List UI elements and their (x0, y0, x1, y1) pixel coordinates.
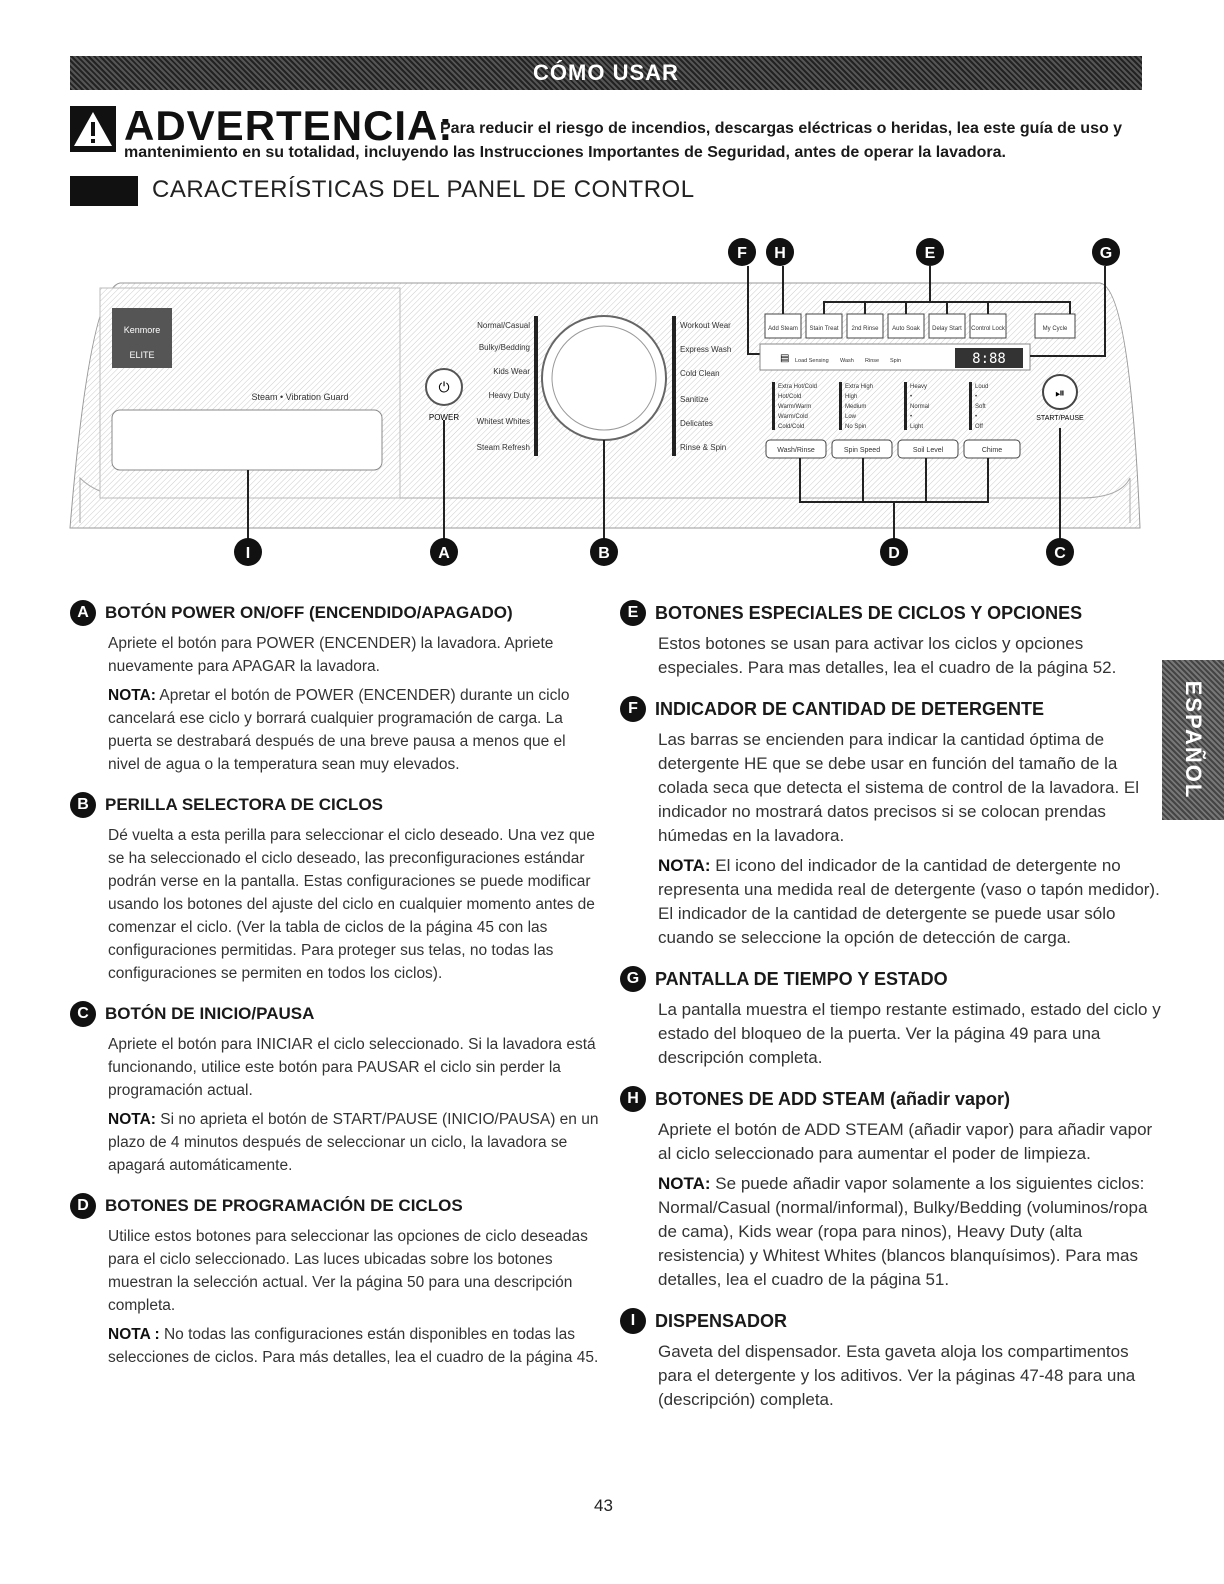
callout-i-label: I (245, 545, 251, 562)
item-d-note (108, 1323, 600, 1369)
cycle-left-2: Bulky/Bedding (478, 343, 530, 352)
badge-f: F (620, 696, 646, 722)
temp-3: Warm/Warm (778, 404, 812, 410)
status-load-sensing: Load Sensing (795, 358, 829, 364)
stain-treat-label: Stain Treat (809, 326, 839, 332)
cycle-right-2: Express Wash (680, 345, 732, 354)
spin-2: High (845, 394, 858, 400)
spin-5: No Spin (845, 424, 867, 430)
badge-c: C (70, 1001, 96, 1027)
item-c (70, 1001, 600, 1177)
power-icon: ⏻ (438, 380, 450, 396)
item-f-note (658, 854, 1165, 950)
item-e-text: Estos botones se usan para activar los ciclos y opciones especiales. Para mas detalles, lea el cuadro de la página 52. (658, 634, 1117, 677)
time-display-text: 8:88 (972, 351, 1006, 367)
callout-c-label: C (1054, 545, 1066, 562)
callout-e-label: E (924, 245, 936, 262)
cycle-right-3: Cold Clean (680, 369, 720, 378)
item-f (620, 696, 1165, 950)
language-tab-label: ESPAÑOL (1181, 680, 1206, 800)
status-rinse: Rinse (865, 358, 880, 364)
callout-a-label: A (438, 545, 450, 562)
control-panel-diagram (60, 228, 1160, 588)
note-text: El icono del indicador de la cantidad de detergente no representa una medida real de detergente (vaso o tapón medidor). El indicador de la cantidad de detergente se puede usar sólo cuando se seleccione la opción de detección de carga. (658, 856, 1160, 947)
item-i-title: DISPENSADOR (655, 1310, 788, 1331)
section-title: CARACTERÍSTICAS DEL PANEL DE CONTROL (152, 176, 695, 203)
spin-4: Low (845, 414, 857, 420)
badge-a: A (70, 600, 96, 626)
item-d-title: BOTONES DE PROGRAMACIÓN DE CICLOS (105, 1196, 463, 1215)
item-e-title: BOTONES ESPECIALES DE CICLOS Y OPCIONES (655, 602, 1083, 623)
item-g (620, 966, 1165, 1070)
left-column (70, 600, 600, 1385)
section-banner: CÓMO USAR (70, 56, 1142, 90)
item-g-title: PANTALLA DE TIEMPO Y ESTADO (655, 968, 948, 989)
cycle-right-5: Delicates (680, 419, 713, 428)
wash-rinse-label: Wash/Rinse (777, 447, 815, 454)
cycle-right-1: Workout Wear (680, 321, 731, 330)
add-steam-label: Add Steam (768, 326, 798, 332)
dispenser-drawer[interactable] (112, 410, 382, 470)
note-label: NOTA: (658, 1174, 711, 1193)
warning-title: ADVERTENCIA: (124, 102, 454, 149)
cycle-left-5: Whitest Whites (476, 417, 530, 426)
chime-1: Loud (975, 384, 989, 390)
note-label: NOTA: (108, 1111, 156, 1128)
note-label: NOTA: (108, 687, 156, 704)
temp-5: Cold/Cold (778, 424, 805, 430)
auto-soak-label: Auto Soak (892, 326, 920, 332)
item-a-text: Apriete el botón para POWER (ENCENDER) la lavadora. Apriete nuevamente para APAGAR la lavadora. (108, 635, 554, 675)
warning-icon (70, 106, 116, 152)
item-b-text: Dé vuelta a esta perilla para seleccionar el ciclo deseado. Una vez que se ha seleccionado el ciclo deseado, las preconfiguraciones estándar podrán verse en la pantalla. Estas configuraciones se puede modificar usando los botones del ajuste del ciclo en cualquier momento antes de comenzar el ciclo. (Ver la tabla de ciclos de la página 45 con las configuraciones permitidas. Para proteger sus telas, no todas las configuraciones se permiten en todos los ciclos). (108, 827, 595, 982)
note-text: Se puede añadir vapor solamente a los siguientes ciclos: Normal/Casual (normal/informal), Bulky/Bedding (voluminos/ropa de cama), Kids wear (ropa para ninos), Heavy Duty (alta resistencia) y Whitest Whites (blancos blanquísimos). Para mas detalles, lea el cuadro de la página 51. (658, 1174, 1148, 1289)
item-g-text: La pantalla muestra el tiempo restante estimado, estado del ciclo y estado del bloqueo de la puerta. Ver la página 49 para una descripción completa. (658, 1000, 1161, 1067)
my-cycle-label: My Cycle (1042, 326, 1068, 332)
item-a-title: BOTÓN POWER ON/OFF (ENCENDIDO/APAGADO) (105, 603, 513, 622)
soil-2: • (910, 394, 913, 400)
status-wash: Wash (840, 358, 854, 364)
callout-h-label: H (774, 245, 786, 262)
callout-b-label: B (598, 545, 610, 562)
second-rinse-label: 2nd Rinse (851, 326, 879, 332)
steam-vibration-label: Steam • Vibration Guard (251, 392, 349, 402)
start-pause-label: START/PAUSE (1036, 415, 1084, 422)
temp-2: Hot/Cold (778, 394, 802, 400)
item-c-text: Apriete el botón para INICIAR el ciclo seleccionado. Si la lavadora está funcionando, utilice este botón para PAUSAR el ciclo sin perder la programación actual. (108, 1036, 596, 1099)
temp-4: Warm/Cold (778, 414, 808, 420)
spin-1: Extra High (845, 384, 874, 390)
detergent-icon: ▤ (780, 353, 790, 364)
warning-text-line1: Para reducir el riesgo de incendios, descargas eléctricas o heridas, lea este guía de uso y (440, 120, 1123, 137)
control-lock-label: Control Lock (971, 326, 1005, 332)
item-i (620, 1308, 1165, 1412)
item-c-note (108, 1108, 600, 1177)
item-d (70, 1193, 600, 1369)
soil-5: Light (910, 424, 924, 430)
cycle-selector-knob[interactable] (542, 316, 666, 440)
chime-label: Chime (981, 447, 1003, 454)
item-e (620, 600, 1165, 680)
chime-3: Soft (975, 404, 986, 410)
play-pause-icon: ⏯ (1055, 386, 1065, 400)
delay-start-label: Delay Start (932, 326, 962, 332)
item-a (70, 600, 600, 776)
badge-b: B (70, 792, 96, 818)
soil-1: Heavy (910, 384, 928, 390)
cycle-left-6: Steam Refresh (476, 443, 530, 452)
temp-1: Extra Hot/Cold (778, 384, 818, 390)
badge-g: G (620, 966, 646, 992)
callout-f-label: F (737, 245, 747, 262)
item-h-note (658, 1172, 1165, 1292)
note-text: Apretar el botón de POWER (ENCENDER) durante un ciclo cancelará ese ciclo y borrará cualquier programación de carga. La puerta se destrabará después de una breve pausa a menos que el nivel de agua o la temperatura sean muy elevados. (108, 687, 570, 773)
chime-2: • (975, 394, 978, 400)
language-tab (1162, 660, 1224, 820)
item-f-text: Las barras se encienden para indicar la cantidad óptima de detergente HE que se debe usar en función del tamaño de la colada seca que detecta el sistema de control de la lavadora. El indicador no mostrará datos precisos si se colocan prendas húmedas en la lavadora. (658, 730, 1140, 845)
note-text: Si no aprieta el botón de START/PAUSE (INICIO/PAUSA) en un plazo de 4 minutos después de seleccionar un ciclo, la lavadora se apagará automáticamente. (108, 1111, 599, 1174)
chime-4: • (975, 414, 978, 420)
item-h (620, 1086, 1165, 1292)
badge-i: I (620, 1308, 646, 1334)
item-d-text: Utilice estos botones para seleccionar las opciones de ciclo deseadas para el ciclo seleccionado. Las luces ubicadas sobre los botones muestran la selección actual. Ver la página 50 para una descripción completa. (108, 1228, 588, 1314)
soil-4: • (910, 414, 913, 420)
warning-text-line2: mantenimiento en su totalidad, incluyendo las Instrucciones Importantes de Seguridad, antes de operar la lavadora. (124, 144, 1006, 161)
spin-speed-label: Spin Speed (843, 447, 881, 454)
badge-h: H (620, 1086, 646, 1112)
status-spin: Spin (890, 358, 902, 364)
note-text: No todas las configuraciones están disponibles en todas las selecciones de ciclos. Para más detalles, lea el cuadro de la página 45. (108, 1326, 599, 1366)
spin-3: Medium (845, 404, 867, 410)
note-label: NOTA : (108, 1326, 160, 1343)
item-b (70, 792, 600, 985)
callout-g-label: G (1099, 245, 1113, 262)
brand-top: Kenmore (123, 325, 161, 335)
brand-bottom: ELITE (129, 350, 155, 360)
item-f-title: INDICADOR DE CANTIDAD DE DETERGENTE (655, 698, 1045, 719)
note-label: NOTA: (658, 856, 711, 875)
right-column (620, 600, 1165, 1428)
item-c-title: BOTÓN DE INICIO/PAUSA (105, 1004, 315, 1023)
item-i-text: Gaveta del dispensador. Esta gaveta aloja los compartimentos para el detergente y los aditivos. Ver la páginas 47-48 para una (descripción) completa. (658, 1342, 1136, 1409)
cycle-left-4: Heavy Duty (488, 391, 530, 400)
badge-e: E (620, 600, 646, 626)
cycle-right-6: Rinse & Spin (680, 443, 727, 452)
power-label: POWER (428, 413, 460, 422)
item-h-title: BOTONES DE ADD STEAM (añadir vapor) (655, 1088, 1011, 1109)
item-h-text: Apriete el botón de ADD STEAM (añadir vapor) para añadir vapor al ciclo seleccionado para aumentar el poder de limpieza. (658, 1120, 1153, 1163)
section-marker (70, 176, 138, 206)
cycle-left-1: Normal/Casual (477, 321, 530, 330)
soil-level-label: Soil Level (912, 447, 944, 454)
item-a-note (108, 684, 600, 776)
chime-5: Off (975, 424, 983, 430)
item-b-title: PERILLA SELECTORA DE CICLOS (105, 795, 384, 814)
page-number: 43 (594, 1496, 613, 1515)
callout-d-label: D (888, 545, 900, 562)
cycle-left-3: Kids Wear (493, 367, 530, 376)
soil-3: Normal (910, 404, 930, 410)
badge-d: D (70, 1193, 96, 1219)
cycle-right-4: Sanitize (680, 395, 709, 404)
